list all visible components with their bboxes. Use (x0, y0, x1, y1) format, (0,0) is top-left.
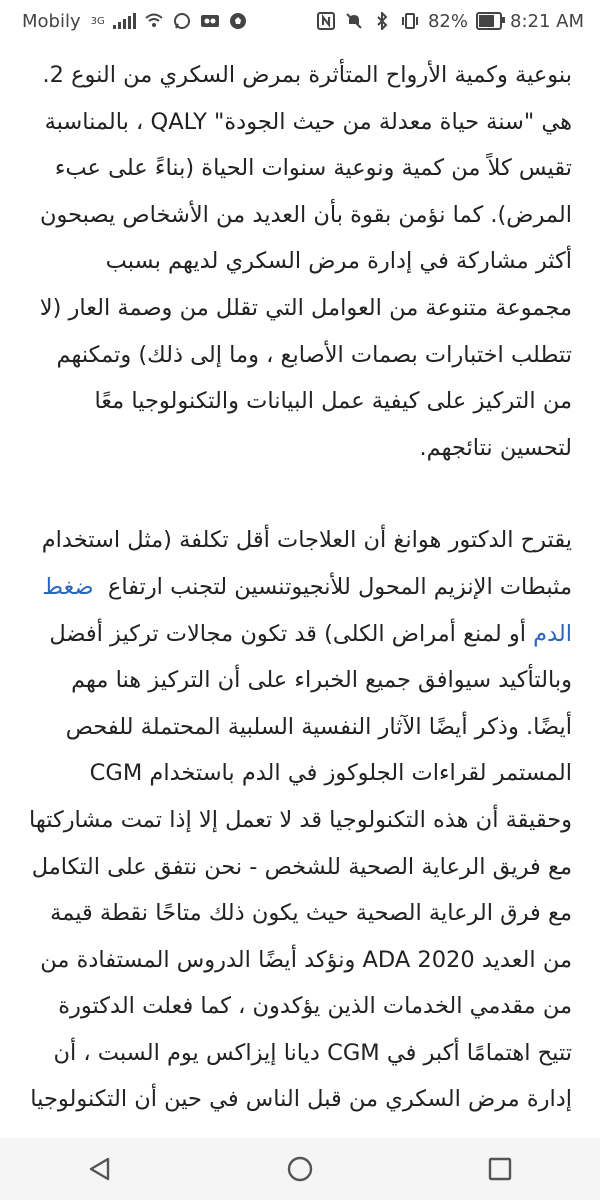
vibrate-icon (400, 11, 420, 31)
back-button[interactable] (70, 1145, 130, 1193)
blood-pressure-link[interactable]: ضغط الدم (42, 573, 572, 647)
recents-icon (488, 1157, 512, 1181)
soccer-icon (228, 11, 248, 31)
network-type: 3G (90, 15, 105, 27)
home-button[interactable] (270, 1145, 330, 1193)
bluetooth-icon (372, 11, 392, 31)
recents-button[interactable] (470, 1145, 530, 1193)
paragraph-text: يقترح الدكتور هوانغ أن العلاجات أقل تكلفة (مثل استخدام مثبطات الإنزيم المحول للأنجيوتنسين لتجنب ارتفاع (41, 527, 572, 600)
nfc-icon (316, 11, 336, 31)
mute-icon (344, 11, 364, 31)
back-icon (87, 1156, 113, 1182)
article-body (24, 42, 572, 1138)
carrier-name: Mobily (22, 10, 81, 32)
voicemail-icon (200, 11, 220, 31)
home-icon (287, 1156, 313, 1182)
signal-icon (113, 13, 136, 29)
status-left (22, 11, 248, 32)
battery-icon (476, 12, 502, 30)
article-paragraph: بنوعية وكمية الأرواح المتأثرة بمرض السكري من النوع 2. هي "سنة حياة معدلة من حيث الجودة" QALY ، بالمناسبة تقيس كلاً من كمية ونوعية سنوات الحياة (بناءً على عبء المرض). كما نؤمن بقوة بأن العديد من الأشخاص يصبحون أكثر مشاركة في إدارة مرض السكري لديهم بسبب مجموعة متنوعة من العوامل التي تقلل من وصمة العار (لا تتطلب اختبارات بصمات الأصابع ، وما إلى ذلك) وتمكنهم من التركيز على كيفية عمل البيانات والتكنولوجيا معًا لتحسين نتائجهم. (39, 62, 572, 461)
paragraph-text: أو لمنع أمراض الكلى) قد تكون مجالات تركيز أفضل وبالتأكيد سيوافق جميع الخبراء على أن التركيز هنا مهم أيضًا. وذكر أيضًا الآثار النفسية السلبية المحتملة للفحص المستمر لقراءات الجلوكوز في الدم باستخدام CGM وحقيقة أن هذه التكنولوجيا قد لا تعمل إلا إذا تمت مشاركتها مع فريق الرعاية الصحية للشخص - نحن نتفق على التكامل مع فرق الرعاية الصحية حيث يكون ذلك متاحًا نقطة قيمة من العديد ADA 2020 ونؤكد أيضًا الدروس المستفادة من من مقدمي الخدمات الذين يؤكدون ، كما فعلت الدكتورة تتيح اهتمامًا أكبر في CGM ديانا إيزاكس يوم السبت ، أن إدارة مرض السكري من قبل الناس في حين أن التكنولوجيا (28, 620, 572, 1113)
battery-percent: 82% (427, 10, 468, 32)
article-paragraph (24, 517, 572, 1123)
status-right (316, 11, 584, 32)
status-bar (0, 0, 600, 42)
navigation-bar (0, 1138, 600, 1200)
whatsapp-icon (172, 11, 192, 31)
clock: 8:21 AM (510, 10, 584, 32)
wifi-icon (144, 11, 164, 31)
